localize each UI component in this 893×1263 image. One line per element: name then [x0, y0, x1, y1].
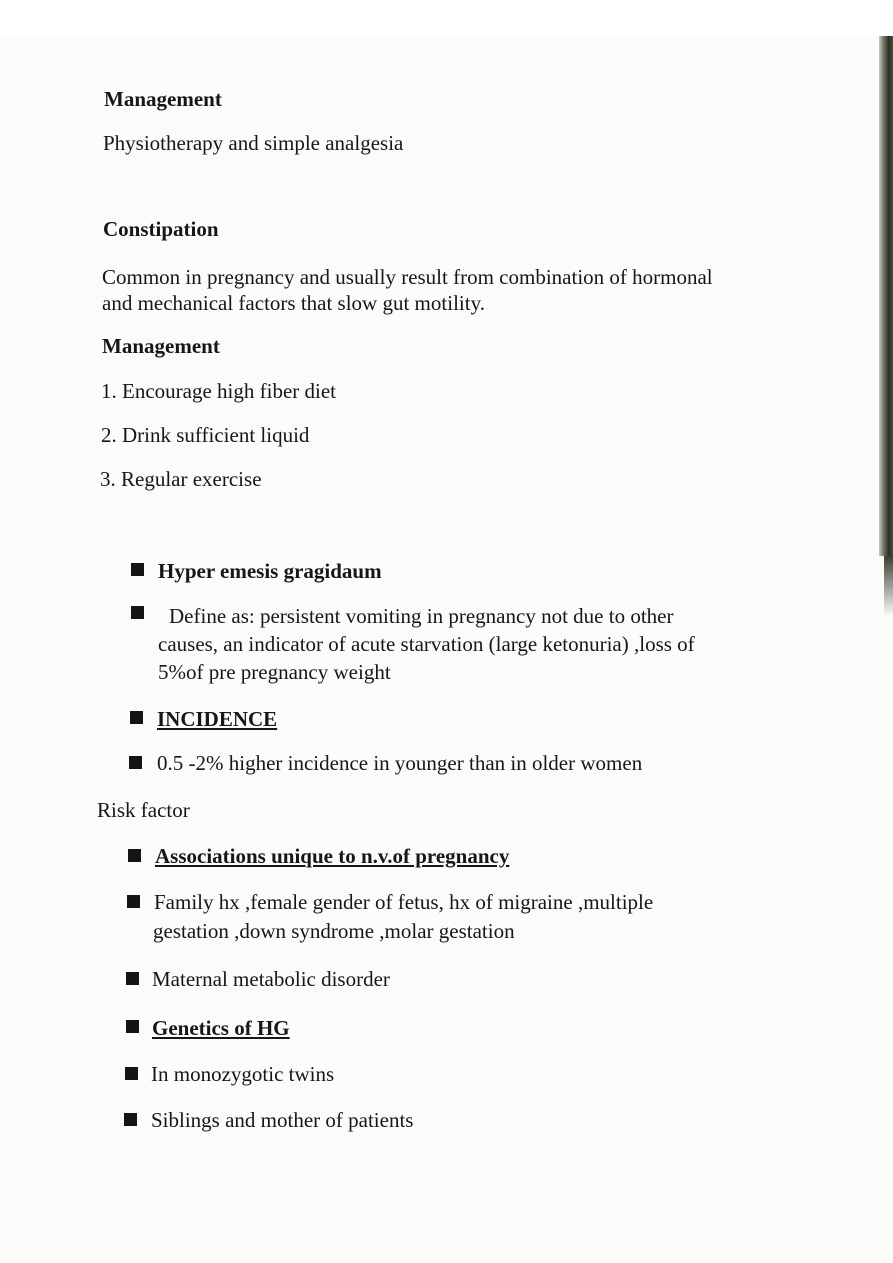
constipation-management-heading: Management — [102, 334, 220, 358]
define-line-3: 5%of pre pregnancy weight — [158, 660, 391, 684]
define-line-1: Define as: persistent vomiting in pregnancy not due to other — [169, 604, 674, 628]
square-bullet-icon — [129, 756, 142, 769]
management-heading: Management — [104, 87, 222, 111]
associations-heading: Associations unique to n.v.of pregnancy — [155, 844, 510, 868]
risk-factor-label: Risk factor — [97, 798, 190, 822]
management-text: Physiotherapy and simple analgesia — [103, 131, 404, 155]
square-bullet-icon — [126, 1020, 139, 1033]
siblings-mother: Siblings and mother of patients — [151, 1108, 414, 1132]
hyperemesis-title: Hyper emesis gragidaum — [158, 559, 382, 583]
square-bullet-icon — [125, 1067, 138, 1080]
square-bullet-icon — [127, 895, 140, 908]
management-item-3: 3. Regular exercise — [100, 467, 262, 491]
define-line-2: causes, an indicator of acute starvation (large ketonuria) ,loss of — [158, 632, 695, 656]
top-margin-band — [0, 0, 893, 36]
square-bullet-icon — [124, 1113, 137, 1126]
square-bullet-icon — [126, 972, 139, 985]
square-bullet-icon — [131, 563, 144, 576]
scan-edge-fade — [884, 556, 893, 616]
incidence-text: 0.5 -2% higher incidence in younger than in older women — [157, 751, 643, 775]
monozygotic-twins: In monozygotic twins — [151, 1062, 335, 1086]
management-item-1: 1. Encourage high fiber diet — [101, 379, 336, 403]
maternal-disorder: Maternal metabolic disorder — [152, 967, 390, 991]
genetics-heading: Genetics of HG — [152, 1016, 290, 1040]
incidence-heading: INCIDENCE — [157, 707, 278, 731]
family-line-1: Family hx ,female gender of fetus, hx of migraine ,multiple — [154, 890, 654, 914]
square-bullet-icon — [130, 711, 143, 724]
constipation-text-line2: and mechanical factors that slow gut motility. — [102, 291, 485, 315]
square-bullet-icon — [131, 606, 144, 619]
scan-edge-shadow — [879, 36, 893, 556]
constipation-text-line1: Common in pregnancy and usually result from combination of hormonal — [102, 265, 713, 289]
constipation-heading: Constipation — [103, 217, 219, 241]
family-line-2: gestation ,down syndrome ,molar gestation — [153, 919, 515, 943]
square-bullet-icon — [128, 849, 141, 862]
management-item-2: 2. Drink sufficient liquid — [101, 423, 310, 447]
